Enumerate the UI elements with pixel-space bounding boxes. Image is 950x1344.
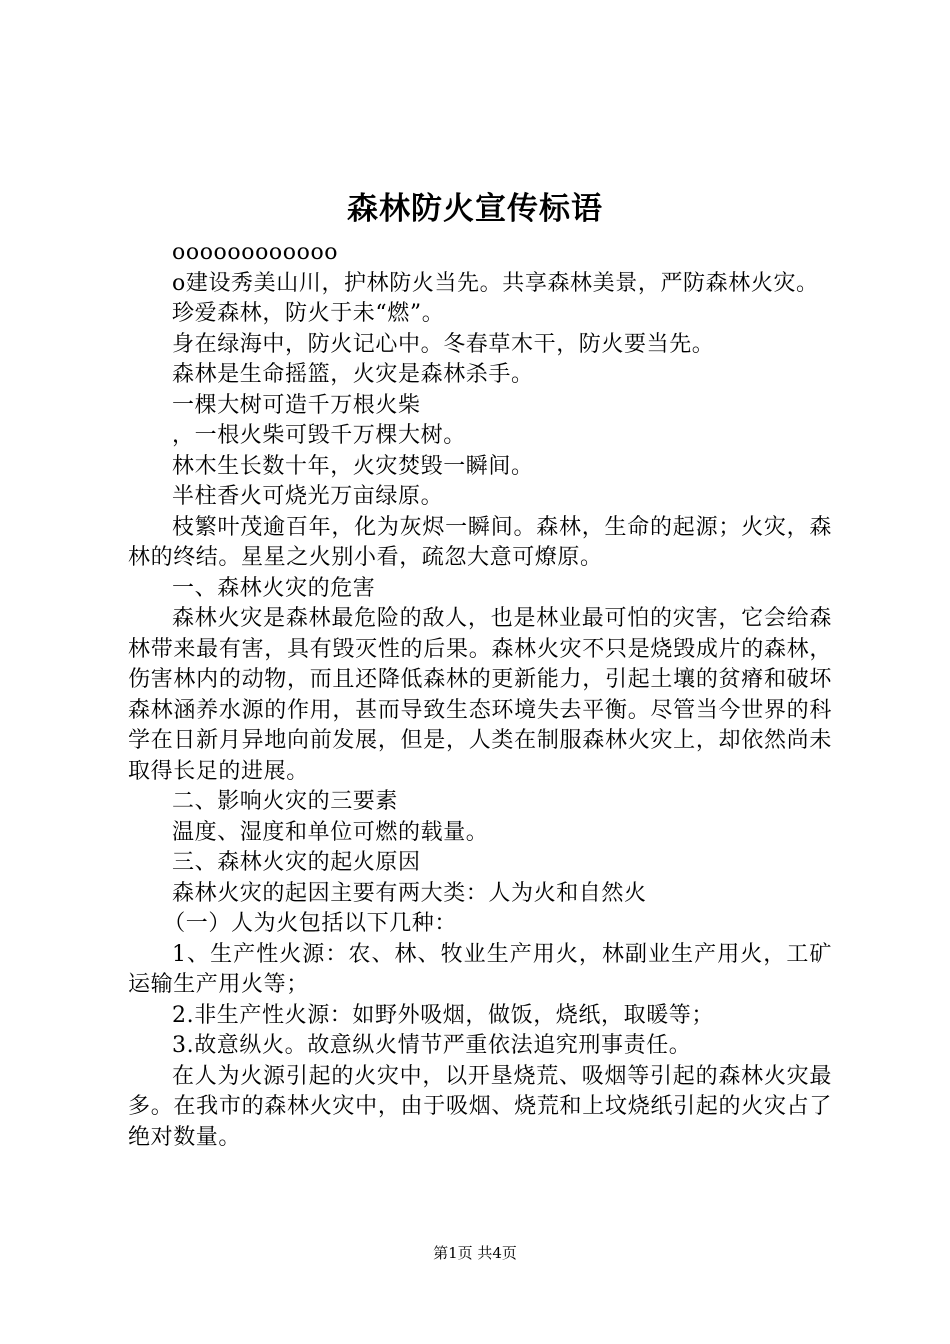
- list-item: 1、生产性火源：农、林、牧业生产用火，林副业生产用火，工矿运输生产用火等；: [128, 941, 832, 997]
- section-heading: 一、森林火灾的危害: [172, 575, 376, 601]
- document-body: [128, 238, 832, 1153]
- sub-heading: （一）人为火包括以下几种：: [163, 911, 457, 936]
- list-item: 2.非生产性火源：如野外吸烟，做饭，烧纸，取暖等；: [172, 1002, 714, 1028]
- document-title: 森林防火宣传标语: [347, 191, 603, 227]
- paragraph: oooooooooooo: [172, 240, 339, 265]
- paragraph: 身在绿海中，防火记心中。冬春草木干，防火要当先。: [172, 331, 715, 357]
- paragraph: 在人为火源引起的火灾中，以开垦烧荒、吸烟等引起的森林火灾最多。在我市的森林火灾中，由于吸烟、烧荒和上坟烧纸引起的火灾占了绝对数量。: [128, 1063, 832, 1150]
- list-item: 3.故意纵火。故意纵火情节严重依法追究刑事责任。: [172, 1033, 692, 1058]
- paragraph: 森林火灾是森林最危险的敌人，也是林业最可怕的灾害，它会给森林带来最有害，具有毁灭性的后果。森林火灾不只是烧毁成片的森林，伤害林内的动物，而且还降低森林的更新能力，引起土壤的贫瘠和破坏森林涵养水源的作用，甚而导致生态环境失去平衡。尽管当今世界的科学在日新月异地向前发展，但是，人类在制服森林火灾上，却依然尚未取得长足的进展。: [128, 606, 832, 784]
- section-heading: 二、影响火灾的三要素: [172, 789, 399, 814]
- paragraph: 枝繁叶茂逾百年，化为灰烬一瞬间。森林，生命的起源；火灾，森林的终结。星星之火别小看，疏忽大意可燎原。: [128, 514, 832, 570]
- section-heading: 三、森林火灾的起火原因: [172, 850, 421, 875]
- paragraph: 森林是生命摇篮，火灾是森林杀手。: [172, 362, 534, 387]
- page-footer: 第1页 共4页: [433, 1244, 517, 1262]
- paragraph: 森林火灾的起因主要有两大类：人为火和自然火: [172, 880, 647, 906]
- paragraph: o建设秀美山川，护林防火当先。共享森林美景，严防森林火灾。: [172, 270, 819, 296]
- paragraph: 一棵大树可造千万根火柴: [172, 392, 421, 418]
- paragraph: 珍爱森林，防火于未“燃”。: [172, 301, 445, 326]
- paragraph: ，一根火柴可毁千万棵大树。: [172, 423, 466, 448]
- paragraph: 半柱香火可烧光万亩绿原。: [172, 484, 444, 509]
- paragraph: 林木生长数十年，火灾焚毁一瞬间。: [172, 453, 534, 479]
- paragraph: 温度、湿度和单位可燃的载量。: [172, 819, 489, 845]
